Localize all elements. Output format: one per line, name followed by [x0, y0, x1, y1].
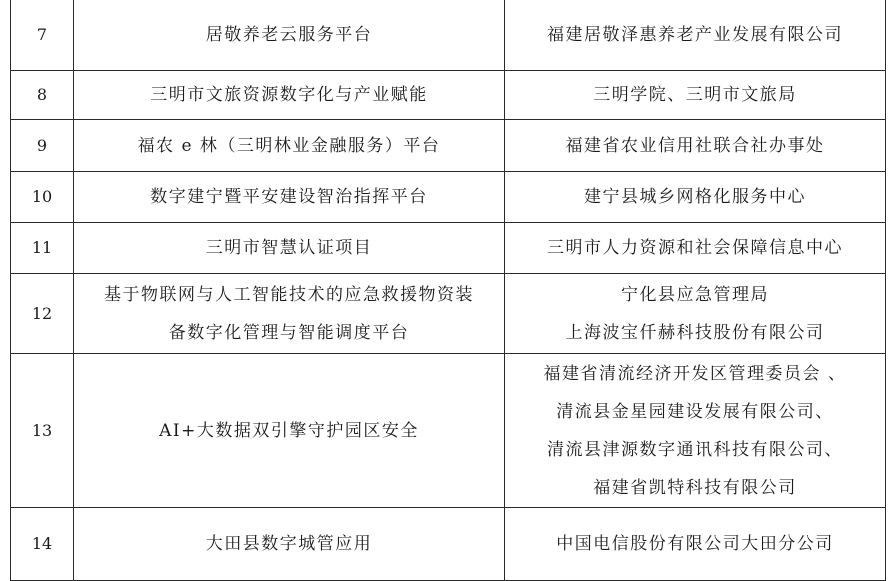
project-name: 数字建宁暨平安建设智治指挥平台 [74, 172, 505, 223]
project-table [10, 0, 886, 581]
organization: 宁化县应急管理局 上海波宝仟赫科技股份有限公司 [505, 274, 886, 354]
row-number: 14 [11, 508, 74, 581]
organization: 三明学院、三明市文旅局 [505, 71, 886, 120]
organization: 福建居敬泽惠养老产业发展有限公司 [505, 0, 886, 71]
project-name: 福农 e 林（三明林业金融服务）平台 [74, 120, 505, 172]
project-name: 居敬养老云服务平台 [74, 0, 505, 71]
row-number: 10 [11, 172, 74, 223]
table-row [11, 223, 886, 274]
row-number: 13 [11, 354, 74, 508]
organization: 建宁县城乡网格化服务中心 [505, 172, 886, 223]
table-row [11, 508, 886, 581]
table-row [11, 354, 886, 508]
organization: 福建省清流经济开发区管理委员会 、 清流县金星园建设发展有限公司、 清流县津源数字通讯科技有限公司、 福建省凯特科技有限公司 [505, 354, 886, 508]
table-row [11, 71, 886, 120]
project-name: 基于物联网与人工智能技术的应急救援物资装 备数字化管理与智能调度平台 [74, 274, 505, 354]
project-name: 三明市智慧认证项目 [74, 223, 505, 274]
organization: 中国电信股份有限公司大田分公司 [505, 508, 886, 581]
table-row [11, 0, 886, 71]
row-number: 11 [11, 223, 74, 274]
table-row [11, 172, 886, 223]
table-row [11, 274, 886, 354]
project-name: AI+大数据双引擎守护园区安全 [74, 354, 505, 508]
organization: 福建省农业信用社联合社办事处 [505, 120, 886, 172]
row-number: 8 [11, 71, 74, 120]
row-number: 12 [11, 274, 74, 354]
row-number: 9 [11, 120, 74, 172]
organization: 三明市人力资源和社会保障信息中心 [505, 223, 886, 274]
project-name: 三明市文旅资源数字化与产业赋能 [74, 71, 505, 120]
table-row [11, 120, 886, 172]
project-name: 大田县数字城管应用 [74, 508, 505, 581]
row-number: 7 [11, 0, 74, 71]
